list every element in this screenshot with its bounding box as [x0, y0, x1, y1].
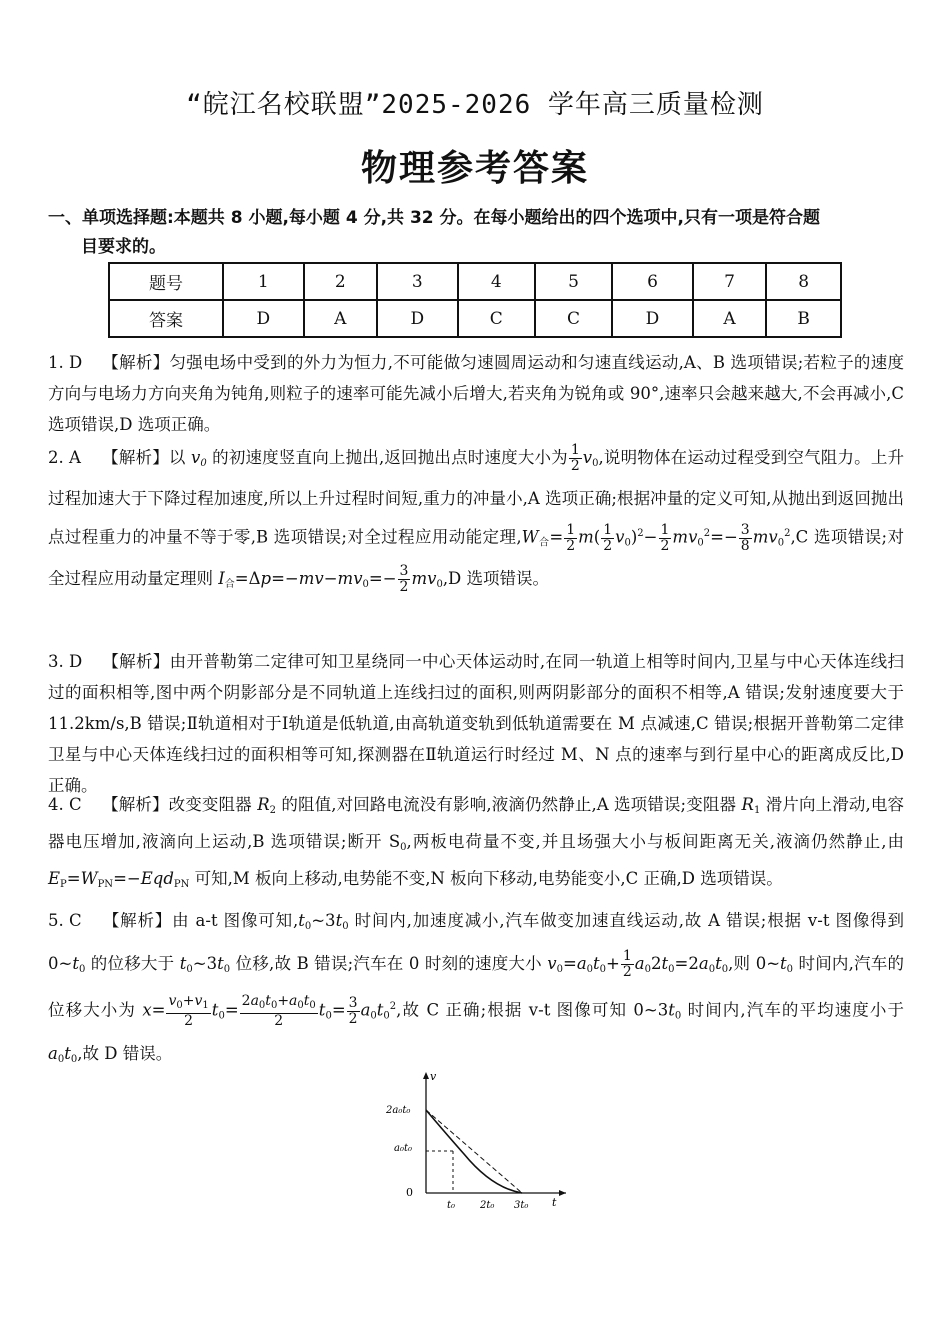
- explanation-text: 时间内,汽车的平均速度小于: [681, 1000, 904, 1020]
- question-number: 2: [304, 263, 378, 300]
- explanation-text: ,故 D 错误。: [77, 1043, 173, 1063]
- explanation-text: 时间内,汽车的位移大小为: [48, 954, 904, 1020]
- question-4: 4. C 【解析】改变变阻器 $R_2$ 的阻值,对回路电流没有影响,液滴仍然静止,A 选项错误;变阻器 $R_1$ 滑片向上滑动,电容器电压增加,液滴向上运动,B 选项错误;断开 $S_0$,两板电荷量不变,并且场强大小与板间距离无关,液滴仍然静止,由 $E_P=W_{PN}=-Eqd_{PN}$ 可知,M 板向上移动,电势能不变,N 板向下移动,电势能变小,C 正确,D 选项错误。: [48, 789, 904, 900]
- answer-table: [108, 262, 842, 338]
- explanation-text: 可知,M 板向上移动,电势能不变,N 板向下移动,电势能变小,C 正确,D 选项错误。: [189, 869, 783, 888]
- y-axis-label: v: [430, 1070, 437, 1083]
- question-1: [48, 347, 904, 440]
- explanation-text: 的初速度竖直向上抛出,返回抛出点时速度大小为: [206, 448, 568, 467]
- question-label: 1. D: [48, 353, 83, 372]
- exam-subtitle: “皖江名校联盟”2025-2026 学年高三质量检测: [186, 90, 764, 120]
- answer-cell: A: [693, 300, 767, 337]
- question-explanation: 【解析】匀强电场中受到的外力为恒力,不可能做匀速圆周运动和匀速直线运动,A、B 选项错误;若粒子的速度方向与电场力方向夹角为钝角,则粒子的速率可能先减小后增大,若夹角为锐角或 90°,速率只会越来越大,不会再减小,C 选项错误,D 选项正确。: [48, 353, 904, 434]
- explanation-text: 时间内,加速度减小,汽车做变加速直线运动,故 A 错误;根据 v-t 图像得到: [348, 911, 905, 930]
- question-number: 1: [223, 263, 304, 300]
- question-2: 2. A 【解析】以 $v_0$ 的初速度竖直向上抛出,返回抛出点时速度大小为 $\frac{1}{2}$ $v_0$,说明物体在运动过程受到空气阻力。上升过程加速大于下降过程加速度,所以上升过程时间短,重力的冲量小,A 选项正确;根据冲量的定义可知,从抛出到返回抛出点过程重力的冲量不等于零,B 选项错误;对全过程应用动能定理$,W_合=$ $\frac{1}{2}$ m( $\frac{1}{2}$ $v_0)^2-$ $\frac{1}{2}$ $mv_0^2=-$ $\frac{3}{8}$ $mv_0^2,C$ 选项错误;对全过程应用动量定理则 $I_合=\Delta p=-mv-mv_0=-$ $\frac{3}{2}$ $mv_0,D$ 选项错误。: [48, 442, 905, 595]
- formula-work: W: [521, 527, 539, 547]
- explanation-text: 【解析】由 a-t 图像可知,: [102, 911, 299, 930]
- answer-table-answer-row: [109, 300, 841, 337]
- question-number: 8: [766, 263, 841, 300]
- explanation-text: 位移,故 B 错误;汽车在 0 时刻的速度大小: [230, 954, 548, 973]
- section-heading-line1: 一、单项选择题:本题共 8 小题,每小题 4 分,共 32 分。在每小题给出的四个选项中,只有一项是符合题: [48, 208, 820, 228]
- explanation-text: ,说明物体在运动过程受到空气阻力。上升过程加速大于下降过程加速度,所以上升过程时间短,重力的冲量小,A 选项正确;根据冲量的定义可知,从抛出到返回抛出点过程重力的冲量不等于零,B 选项错误;对全过程应用动能定理,: [48, 448, 904, 547]
- formula-impulse: I: [218, 568, 225, 588]
- question-5: 5. C 【解析】由 a-t 图像可知$,t_0\sim 3t_0$ 时间内,加速度减小,汽车做变加速直线运动,故 A 错误;根据 v-t 图像得到 $0\sim t_0$ 的位移大于 $t_0\sim 3t_0$ 位移,故 B 错误;汽车在 0 时刻的速度大小 $v_0=a_0t_0+$ $\frac{1}{2}$ $a_02t_0=2a_0t_0$,则 $0\sim t_0$ 时间内,汽车的位移大小为 x= $\frac{v_0+v_1}{2}$ $t_0=$ $\frac{2a_0t_0+a_0t_0}{2}$ $t_0=$ $\frac{3}{2}$ $a_0t_0^2$,故 C 正确;根据 v-t 图像可知 $0\sim 3t_0$ 时间内,汽车的平均速度小于 $a_0t_0$,故 D 错误。: [48, 902, 904, 1078]
- explanation-text: ,故 C 正确;根据 v-t 图像可知: [396, 1000, 634, 1020]
- section-heading: [48, 204, 910, 262]
- explanation-text: ,C 选项错误;对全过程应用动量定理则: [48, 527, 905, 588]
- question-number: 7: [693, 263, 767, 300]
- y-tick-label: 2a₀t₀: [386, 1105, 411, 1116]
- question-label: 3. D: [48, 652, 83, 671]
- y-tick-label: a₀t₀: [394, 1143, 412, 1154]
- formula-v0: $v_0$: [191, 448, 207, 469]
- question-explanation: 【解析】由开普勒第二定律可知卫星绕同一中心天体运动时,在同一轨道上相等时间内,卫星与中心天体连线扫过的面积相等,图中两个阴影部分是不同轨道上连线扫过的面积,则两阴影部分的面积不相等,A 错误;发射速度要大于 11.2km/s,B 错误;Ⅱ轨道相对于Ⅰ轨道是低轨道,由高轨道变轨到低轨道需要在 M 点减速,C 错误;根据开普勒第二定律卫星与中心天体连线扫过的面积相等可知,探测器在Ⅱ轨道运行时经过 M、N 点的速率与到行星中心的距离成反比,D 正确。: [48, 652, 904, 795]
- explanation-text: 【解析】以: [102, 448, 192, 467]
- question-number: 5: [535, 263, 612, 300]
- explanation-text: 的位移大于: [85, 954, 180, 973]
- answer-table-number-row: [109, 263, 841, 300]
- question-label: 2. A: [48, 448, 81, 467]
- answer-cell: C: [458, 300, 535, 337]
- answer-cell: D: [612, 300, 693, 337]
- page-title: 物理参考答案: [360, 147, 589, 189]
- explanation-text: ,两板电荷量不变,并且场强大小与板间距离无关,液滴仍然静止,由: [406, 832, 905, 851]
- answer-cell: B: [766, 300, 841, 337]
- x-tick-label: 2t₀: [480, 1200, 495, 1211]
- explanation-text: 滑片向上滑动,电容器电压增加,液滴向上运动,B 选项错误;断开: [48, 795, 904, 851]
- question-number: 6: [612, 263, 693, 300]
- row-label-number: 题号: [109, 263, 223, 300]
- answer-cell: D: [223, 300, 304, 337]
- answer-cell: D: [377, 300, 458, 337]
- x-axis-label: t: [552, 1196, 557, 1209]
- section-heading-line2: 目要求的。: [81, 237, 166, 257]
- explanation-text: ,则: [728, 954, 756, 973]
- explanation-text: 【解析】改变变阻器: [102, 795, 258, 814]
- answer-cell: A: [304, 300, 378, 337]
- fraction-half: $\frac{1}{2}$: [570, 442, 580, 474]
- question-number: 4: [458, 263, 535, 300]
- row-label-answer: 答案: [109, 300, 223, 337]
- y-axis-arrow-icon: [423, 1072, 429, 1079]
- explanation-text: 的阻值,对回路电流没有影响,液滴仍然静止,A 选项错误;变阻器: [276, 795, 742, 814]
- question-label: 4. C: [48, 795, 82, 814]
- x-tick-label: t₀: [447, 1200, 456, 1211]
- explanation-text: ,D 选项错误。: [442, 568, 550, 588]
- vt-graph: [384, 1068, 574, 1216]
- answer-cell: C: [535, 300, 612, 337]
- question-3: [48, 646, 904, 801]
- question-number: 3: [377, 263, 458, 300]
- x-tick-label: 3t₀: [514, 1200, 529, 1211]
- x-axis-arrow-icon: [559, 1190, 566, 1196]
- origin-label: 0: [406, 1186, 413, 1199]
- question-label: 5. C: [48, 911, 82, 930]
